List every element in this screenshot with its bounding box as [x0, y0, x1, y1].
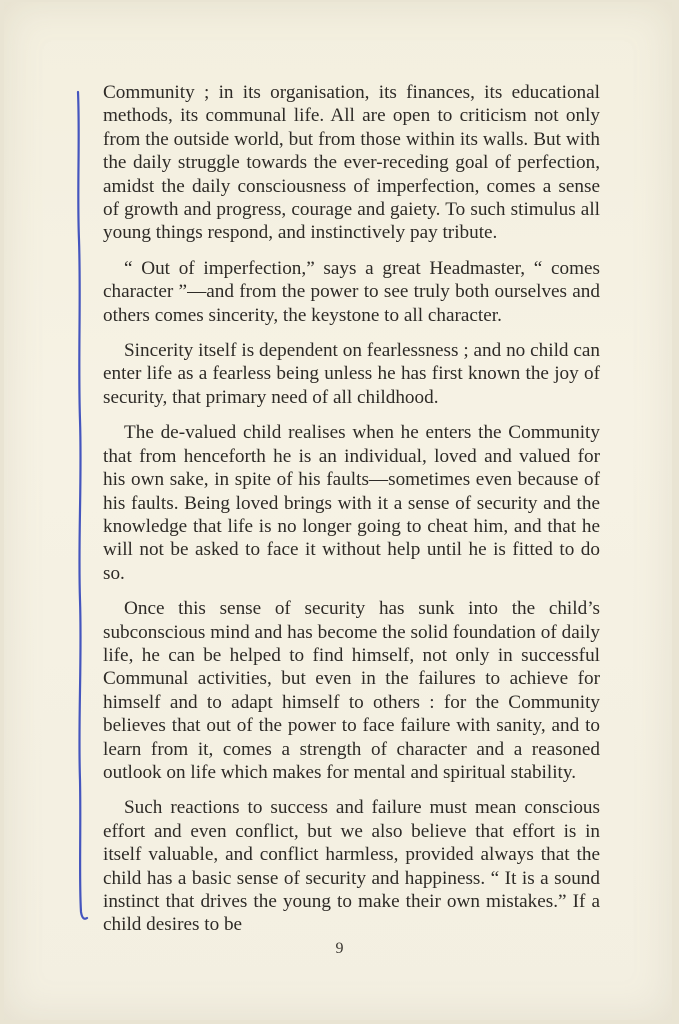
- paragraph: Community ; in its organisation, its finances, its educational methods, its communal life. All are open to criticism not only from the outside world, but from those within its walls. But with the daily struggle towards the ever-receding goal of perfection, amidst the daily consciousness of imperfection, comes a sense of growth and progress, courage and gaiety. To such stimulus all young things respond, and instinctively pay tribute.: [103, 82, 600, 244]
- paragraph: The de-valued child realises when he enters the Community that from henceforth he is an individual, loved and valued for his own sake, in spite of his faults—sometimes even because of his faults. Being loved brings with it a sense of security and the knowledge that life is no longer going to cheat him, and that he will not be asked to face it without help until he is fitted to do so.: [103, 422, 600, 584]
- page-number: 9: [335, 940, 344, 957]
- paragraph: “ Out of imperfection,” says a great Headmaster, “ comes character ”—and from the power to see truly both ourselves and others comes sincerity, the keystone to all character.: [103, 257, 600, 326]
- paragraph: Once this sense of security has sunk into the child’s subconscious mind and has become the solid foundation of daily life, he can be helped to find himself, not only in successful Communal activities, but even in the failures to achieve for himself and to adapt himself to others : for the Community believes that out of the power to face failure with sanity, and to learn from it, comes a strength of character and a reasoned outlook on life which makes for mental and spiritual stability.: [103, 598, 600, 783]
- paragraph: Sincerity itself is dependent on fearlessness ; and no child can enter life as a fearless being unless he has first known the joy of security, that primary need of all childhood.: [103, 340, 600, 408]
- paragraph: Such reactions to success and failure must mean conscious effort and even conflict, but we also believe that effort is in itself valuable, and conflict harmless, provided always that the child has a basic sense of security and happiness. “ It is a sound instinct that drives the young to make their own mistakes.” If a child desires to be: [103, 797, 600, 936]
- body-text: [103, 81, 600, 949]
